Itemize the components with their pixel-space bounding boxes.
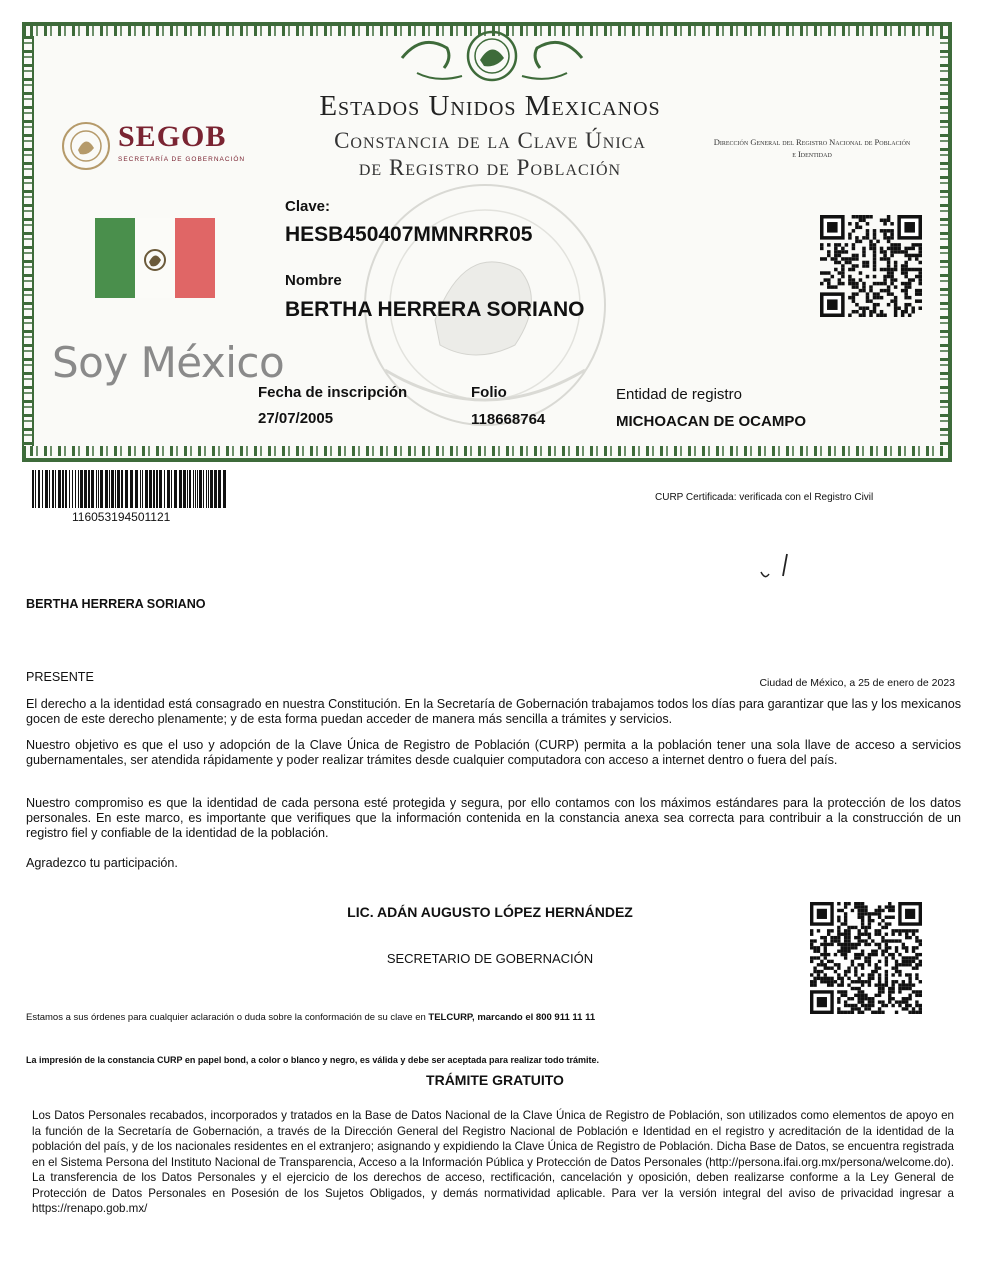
certificate-border-pattern-right <box>940 36 948 446</box>
nombre-value: BERTHA HERRERA SORIANO <box>285 298 585 321</box>
certificate-border-pattern-bottom <box>30 446 944 456</box>
soy-mexico-text: Soy México <box>52 338 285 387</box>
privacy-notice: Los Datos Personales recabados, incorporados y tratados en la Base de Datos Nacional de la Clave Única de Registro de Población, son utilizados como elementos de apoyo en la función de la Secretaría de Gobernación, a través de la Dirección General del Registro Nacional de Población e Identidad en el registro y acreditación de la identidad de la población del país, y de los nacionales residentes en el extranjero; asignando y expidiendo la Clave Única de Registro de Población. Dicha Base de Datos, se encuentra registrada en el Sistema Persona del Instituto Nacional de Transparencia, Acceso a la Información Pública y Protección de Datos Personales (http://persona.ifai.org.mx/persona/welcome.do). La transferencia de los Datos Personales y el ejercicio de los derechos de acceso, rectificación, cancelación y oposición, deben realizarse conforme a la Ley General de Protección de Datos Personales en Posesión de los Sujetos Obligados, y demás normatividad aplicable. Para ver la versión integral del aviso de privacidad ingresar a https://renapo.gob.mx/ <box>32 1109 954 1215</box>
certificate-border-pattern-left <box>24 36 32 446</box>
clave-value: HESB450407MMNRRR05 <box>285 223 533 246</box>
paragraph-1: El derecho a la identidad está consagrado en nuestra Constitución. En la Secretaría de Gobernación trabajamos todos los días para garantizar que las y los mexicanos gocen de este derecho plenamente; y de esta forma puedan acceder de manera más sencilla a trámites y servicios. <box>26 697 961 726</box>
signer-name: LIC. ADÁN AUGUSTO LÓPEZ HERNÁNDEZ <box>347 904 633 920</box>
certificate-subtitle-line1: Constancia de la Clave Única <box>334 128 646 153</box>
tramite-gratuito: TRÁMITE GRATUITO <box>426 1072 564 1088</box>
letter-date: Ciudad de México, a 25 de enero de 2023 <box>759 677 955 689</box>
dgr-heading: Dirección General del Registro Nacional de Población e Identidad <box>713 137 911 159</box>
signer-title: SECRETARIO DE GOBERNACIÓN <box>386 951 594 966</box>
contact-text: Estamos a sus órdenes para cualquier aclaración o duda sobre la conformación de su clave en <box>26 1012 429 1023</box>
national-emblem-crest <box>392 28 592 90</box>
barcode <box>32 470 227 510</box>
segob-logo-text: SEGOB <box>118 120 227 153</box>
recipient-name: BERTHA HERRERA SORIANO <box>26 597 206 611</box>
paragraph-3: Nuestro compromiso es que la identidad de cada persona esté protegida y segura, por ello contamos con los máximos estándares para la protección de los datos personales. En este marco, es importante que verifiques que la información contenida en la constancia anexa sea correcta para contribuir a la construcción de un registro fiel y confiable de la identidad de la población. <box>26 796 961 840</box>
barcode-number: 116053194501121 <box>72 510 171 524</box>
contact-line <box>26 1012 595 1023</box>
entidad-value: MICHOACAN DE OCAMPO <box>616 413 806 430</box>
thanks-line: Agradezco tu participación. <box>26 856 178 870</box>
telcurp-phone: TELCURP, marcando el 800 911 11 11 <box>428 1012 596 1023</box>
qr-code-certificate <box>820 215 922 317</box>
folio-label: Folio <box>471 384 507 401</box>
certificate-subtitle-line2: de Registro de Población <box>358 155 622 180</box>
fecha-value: 27/07/2005 <box>258 410 334 427</box>
certificate-title: Estados Unidos Mexicanos <box>319 90 661 122</box>
curp-certificada-note: CURP Certificada: verificada con el Registro Civil <box>655 492 874 503</box>
fecha-label: Fecha de inscripción <box>258 384 408 401</box>
presente-label: PRESENTE <box>26 670 94 684</box>
handwritten-mark <box>755 550 795 585</box>
segob-seal-icon <box>60 120 112 172</box>
nombre-label: Nombre <box>285 272 342 289</box>
qr-code-letter <box>810 902 922 1014</box>
folio-value: 118668764 <box>471 411 546 428</box>
clave-label: Clave: <box>285 198 331 215</box>
segob-logo-subtitle: SECRETARÍA DE GOBERNACIÓN <box>118 156 246 163</box>
impresion-note: La impresión de la constancia CURP en papel bond, a color o blanco y negro, es válida y debe ser aceptada para realizar todo trámite. <box>26 1055 600 1065</box>
paragraph-2: Nuestro objetivo es que el uso y adopción de la Clave Única de Registro de Población (CURP) permita a la población tener una sola llave de acceso a servicios gubernamentales, ser atendida rápidamente y poder realizar trámites desde cualquier computadora con acceso a internet dentro o fuera del país. <box>26 738 961 767</box>
entidad-label: Entidad de registro <box>616 386 742 403</box>
mexican-flag-icon <box>95 218 215 298</box>
